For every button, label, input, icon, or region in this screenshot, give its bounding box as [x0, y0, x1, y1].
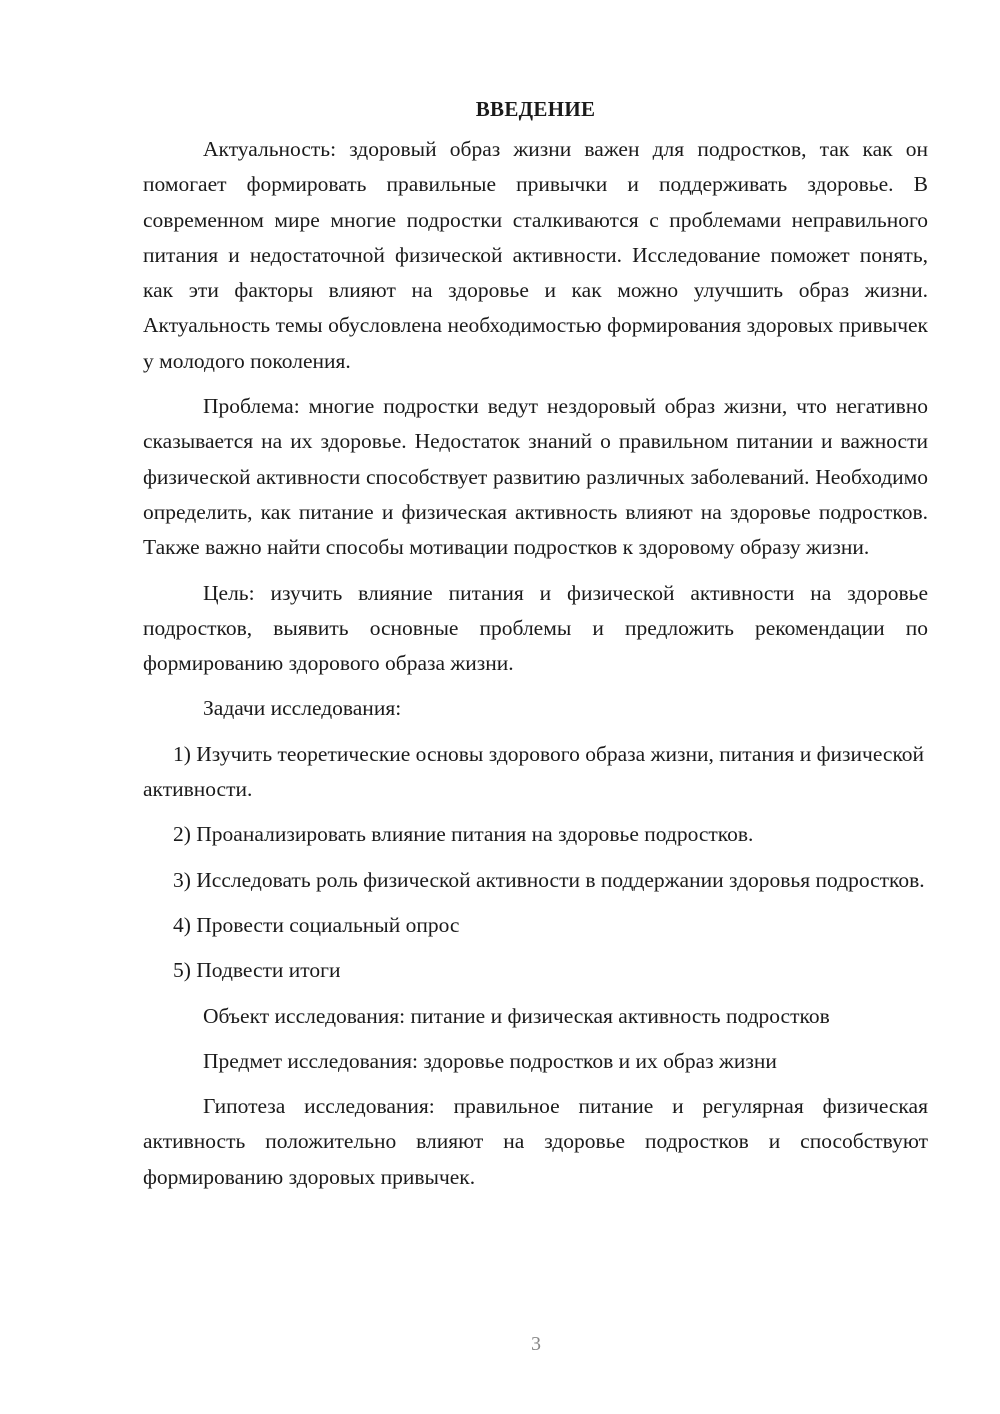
tasks-title: Задачи исследования: — [203, 696, 402, 721]
object-paragraph: Объект исследования: питание и физическая активность подростков — [203, 1003, 830, 1028]
task-item: 4) Провести социальный опрос — [173, 912, 460, 937]
task-item: 2) Проанализировать влияние питания на здоровье подростков. — [173, 822, 754, 847]
relevance-paragraph: Актуальность: здоровый образ жизни важен для подростков, так как он помогает формировать правильные привычки и поддерживать здоровье. В современном мире многие подростки сталкиваются с проблемами неправильного питания и недостаточной физической активности. Исследование поможет понять, как эти факторы влияют на здоровье и как можно улучшить образ жизни. Актуальность темы обусловлена необходимостью формирования здоровых привычек у молодого поколения. — [143, 137, 928, 373]
document-page — [143, 92, 928, 1205]
task-item: 5) Подвести итоги — [173, 958, 341, 983]
task-item: 3) Исследовать роль физической активности в поддержании здоровья подростков. — [173, 867, 925, 892]
hypothesis-paragraph: Гипотеза исследования: правильное питание и регулярная физическая активность положительно влияют на здоровье подростков и способствуют формированию здоровых привычек. — [143, 1094, 928, 1189]
problem-paragraph: Проблема: многие подростки ведут нездоровый образ жизни, что негативно сказывается на их здоровье. Недостаток знаний о правильном питании и важности физической активности способствует развитию различных заболеваний. Необходимо определить, как питание и физическая активность влияют на здоровье подростков. Также важно найти способы мотивации подростков к здоровому образу жизни. — [143, 394, 928, 560]
subject-paragraph: Предмет исследования: здоровье подростков и их образ жизни — [203, 1048, 777, 1073]
task-item: 1) Изучить теоретические основы здорового образа жизни, питания и физической активности. — [143, 741, 925, 802]
goal-paragraph: Цель: изучить влияние питания и физической активности на здоровье подростков, выявить основные проблемы и предложить рекомендации по формированию здорового образа жизни. — [143, 580, 928, 676]
page-heading: ВВЕДЕНИЕ — [475, 97, 596, 121]
page-number: 3 — [531, 1333, 541, 1355]
